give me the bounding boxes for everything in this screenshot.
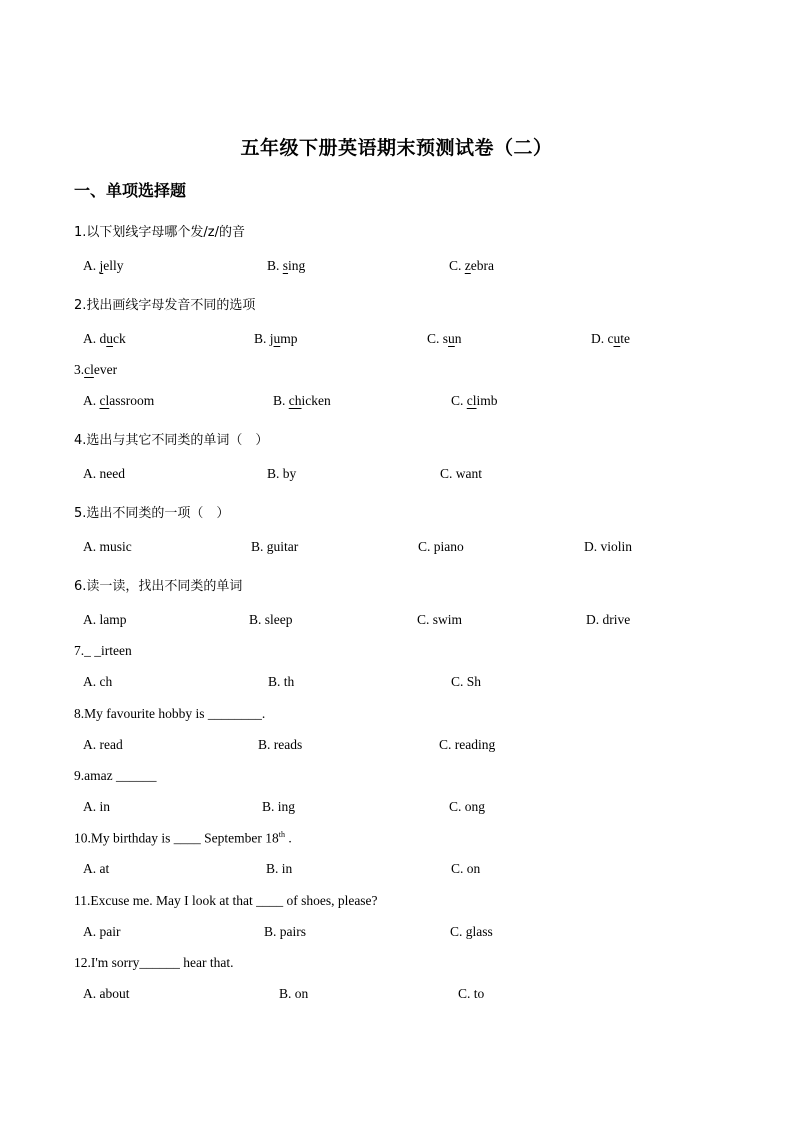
- question-10: 10.My birthday is ____ September 18th .: [74, 830, 292, 846]
- q3-option-a[interactable]: A. classroom: [83, 393, 155, 408]
- q2-option-c[interactable]: C. sun: [427, 331, 462, 346]
- q12-option-b[interactable]: B. on: [279, 986, 309, 1001]
- q8-option-a[interactable]: A. read: [83, 737, 123, 752]
- q2-option-b[interactable]: B. jump: [254, 331, 298, 346]
- question-11: 11.Excuse me. May I look at that ____ of shoes, please?: [74, 893, 378, 908]
- q1-option-a[interactable]: A. jelly: [83, 258, 124, 273]
- q6-option-a[interactable]: A. lamp: [83, 612, 127, 627]
- q12-option-c[interactable]: C. to: [458, 986, 485, 1001]
- q9-option-c[interactable]: C. ong: [449, 799, 486, 814]
- q3-option-c[interactable]: C. climb: [451, 393, 498, 408]
- page-title: 五年级下册英语期末预测试卷（二）: [240, 137, 553, 159]
- question-3: 3.clever: [74, 362, 118, 377]
- q11-option-c[interactable]: C. glass: [450, 924, 493, 939]
- q5-option-d[interactable]: D. violin: [584, 539, 633, 554]
- q10-option-c[interactable]: C. on: [451, 861, 481, 876]
- q1-option-c[interactable]: C. zebra: [449, 258, 494, 273]
- q2-option-d[interactable]: D. cute: [591, 331, 630, 346]
- question-1: 1.以下划线字母哪个发/z/的音: [74, 225, 245, 240]
- q1-option-b[interactable]: B. sing: [267, 258, 306, 273]
- q4-option-a[interactable]: A. need: [83, 466, 125, 481]
- q10-option-a[interactable]: A. at: [83, 861, 110, 876]
- question-7: 7._ _irteen: [74, 643, 132, 658]
- q2-option-a[interactable]: A. duck: [83, 331, 126, 346]
- question-12: 12.I'm sorry______ hear that.: [74, 955, 234, 970]
- q4-option-c[interactable]: C. want: [440, 466, 482, 481]
- q11-option-b[interactable]: B. pairs: [264, 924, 306, 939]
- q8-option-b[interactable]: B. reads: [258, 737, 303, 752]
- question-2: 2.找出画线字母发音不同的选项: [74, 298, 256, 313]
- q9-option-b[interactable]: B. ing: [262, 799, 296, 814]
- q10-option-b[interactable]: B. in: [266, 861, 293, 876]
- question-4: 4.选出与其它不同类的单词（ ）: [74, 433, 269, 448]
- question-5: 5.选出不同类的一项（ ）: [74, 506, 230, 521]
- question-8: 8.My favourite hobby is ________.: [74, 706, 266, 721]
- q7-option-b[interactable]: B. th: [268, 674, 295, 689]
- q12-option-a[interactable]: A. about: [83, 986, 130, 1001]
- q11-option-a[interactable]: A. pair: [83, 924, 121, 939]
- q5-option-a[interactable]: A. music: [83, 539, 132, 554]
- q9-option-a[interactable]: A. in: [83, 799, 110, 814]
- q8-option-c[interactable]: C. reading: [439, 737, 496, 752]
- question-9: 9.amaz ______: [74, 768, 157, 783]
- q5-option-c[interactable]: C. piano: [418, 539, 464, 554]
- q6-option-c[interactable]: C. swim: [417, 612, 463, 627]
- q7-option-c[interactable]: C. Sh: [451, 674, 482, 689]
- question-6: 6.读一读，找出不同类的单词: [74, 579, 243, 594]
- section-heading: 一、单项选择题: [74, 181, 187, 200]
- q7-option-a[interactable]: A. ch: [83, 674, 113, 689]
- q6-option-d[interactable]: D. drive: [586, 612, 631, 627]
- q6-option-b[interactable]: B. sleep: [249, 612, 293, 627]
- q5-option-b[interactable]: B. guitar: [251, 539, 299, 554]
- q4-option-b[interactable]: B. by: [267, 466, 297, 481]
- q3-option-b[interactable]: B. chicken: [273, 393, 331, 408]
